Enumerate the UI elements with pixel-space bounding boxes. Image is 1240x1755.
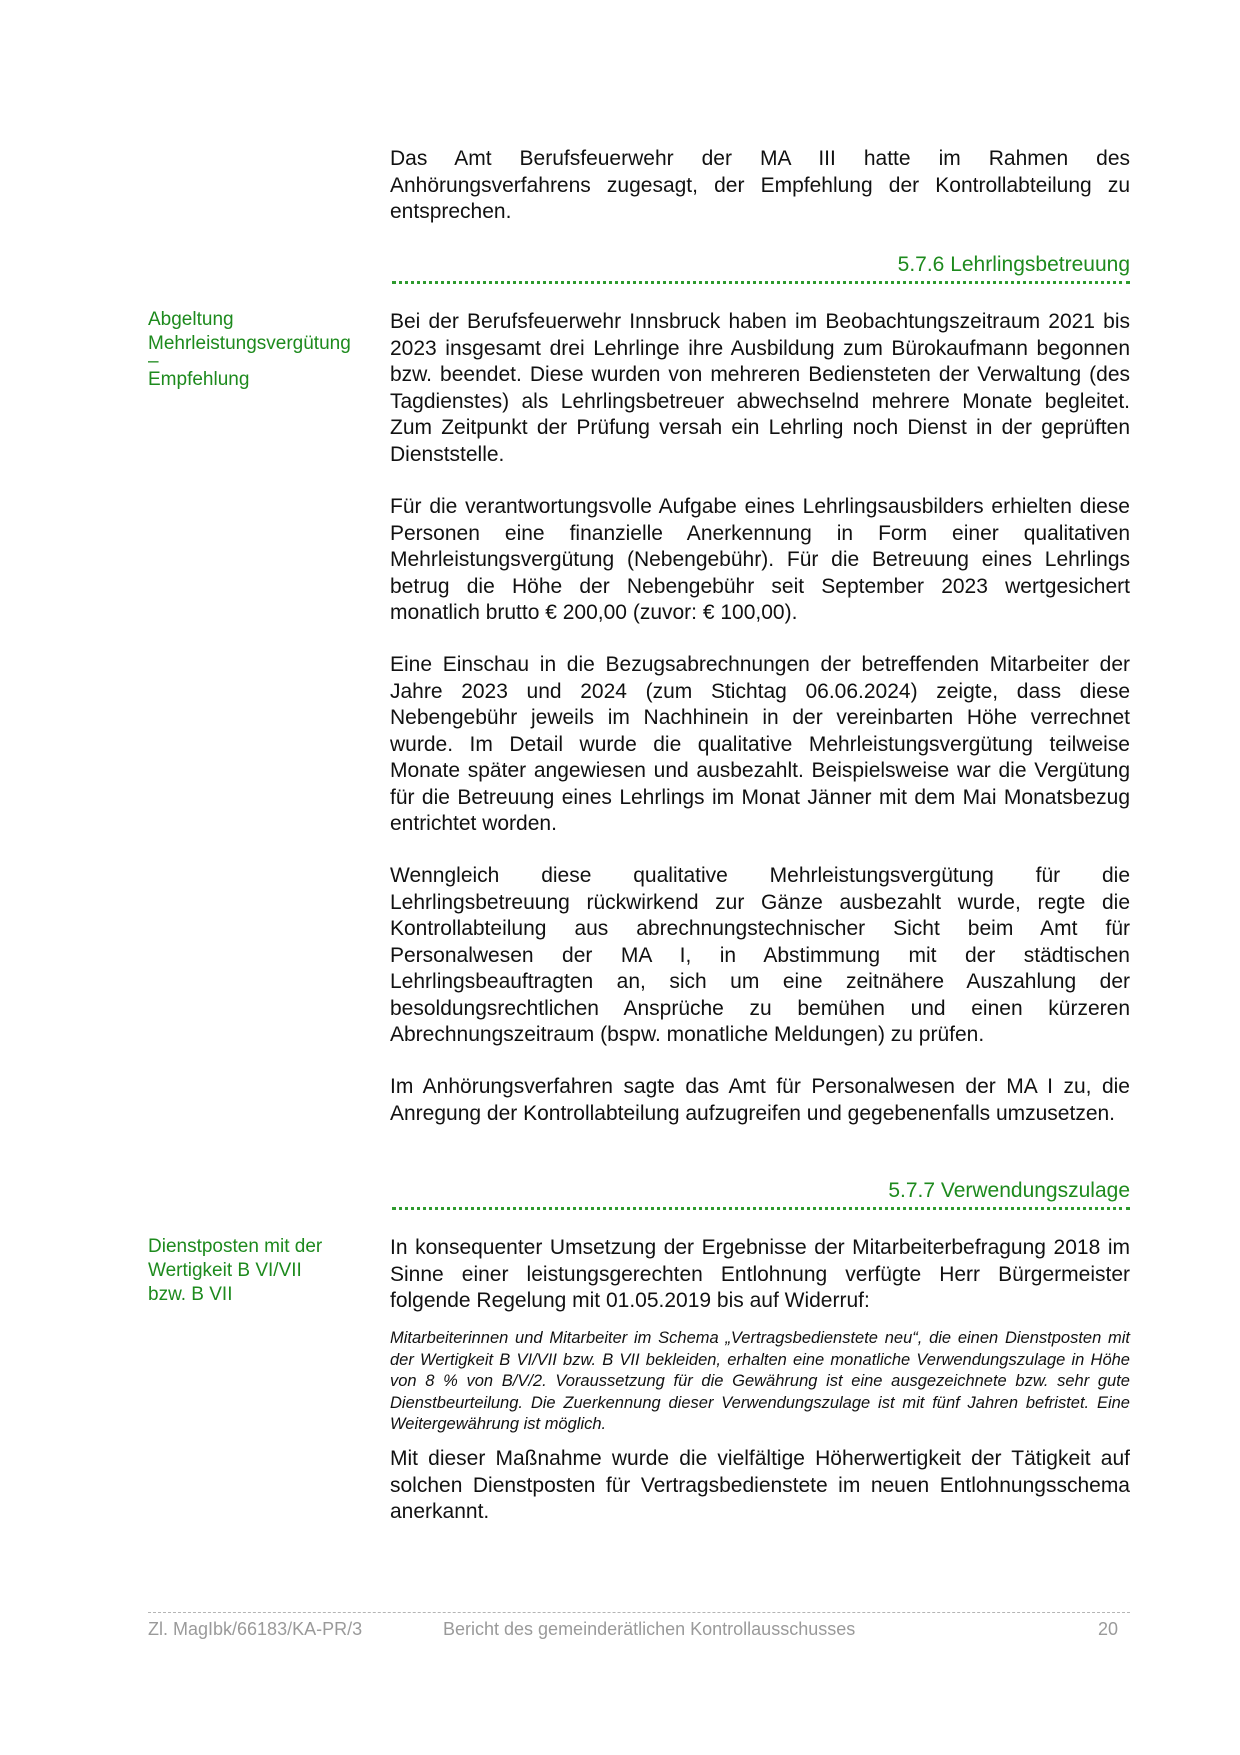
- margin-note-line: Wertigkeit B VI/VII: [148, 1260, 302, 1281]
- body-text: Für die verantwortungsvolle Aufgabe eines Lehrlingsausbilders erhielten diese Personen eine finanzielle Anerkennung in Form einer qualitativen Mehrleistungsvergütung (Nebengebühr). Für die Betreuung eines Lehrlings betrug die Höhe der Nebengebühr seit September 2023 wertgesichert monatlich brutto € 200,00 (zuvor: € 100,00).: [390, 495, 1130, 624]
- body-text: Eine Einschau in die Bezugsabrechnungen der betreffenden Mitarbeiter der Jahre 2023 und 2024 (zum Stichtag 06.06.2024) zeigte, dass diese Nebengebühr jeweils im Nachhinein in der vereinbarten Höhe verrechnet wurde. Im Detail wurde die qualitative Mehrleistungsvergütung teilweise Monate später angewiesen und ausbezahlt. Beispielsweise war die Vergütung für die Betreuung eines Lehrlings im Monat Jänner mit dem Mai Monatsbezug entrichtet worden.: [390, 653, 1130, 835]
- quote-text: Mitarbeiterinnen und Mitarbeiter im Schema „Vertragsbedienstete neu“, die einen Dienstposten mit der Wertigkeit B VI/VII bzw. B VII bekleiden, erhalten eine monatliche Verwendungszulage in Höhe von 8 % von B/V/2. Voraussetzung für die Gewährung ist eine ausgezeichnete bzw. sehr gute Dienstbeurteilung. Die Zuerkennung dieser Verwendungszulage ist mit fünf Jahren befristet. Eine Weitergewährung ist möglich.: [390, 1329, 1130, 1433]
- margin-note-5-7-6: [148, 308, 378, 392]
- section-divider: [392, 281, 1130, 284]
- margin-note-line: bzw. B VII: [148, 1284, 233, 1305]
- paragraph-anregung: [390, 863, 1130, 1049]
- paragraph-anhoerung: [390, 1074, 1130, 1127]
- intro-paragraph: [390, 146, 1130, 226]
- page-number: 20: [1097, 1619, 1118, 1639]
- section-heading-5-7-7: 5.7.7 Verwendungszulage: [888, 1179, 1130, 1202]
- margin-note-line: –: [148, 351, 159, 372]
- paragraph-anerkennung: [390, 494, 1130, 627]
- body-text: Wenngleich diese qualitative Mehrleistungsvergütung für die Lehrlingsbetreuung rückwirkend zur Gänze ausbezahlt wurde, regte die Kontrollabteilung aus abrechnungstechnischer Sicht beim Amt für Personalwesen der MA I, in Abstimmung mit der städtischen Lehrlingsbeauftragten an, sich um eine zeitnähere Auszahlung der besoldungsrechtlichen Ansprüche zu bemühen und einen kürzeren Abrechnungszeitraum (bspw. monatliche Meldungen) zu prüfen.: [390, 864, 1130, 1046]
- paragraph-massnahme: [390, 1446, 1130, 1526]
- margin-note-line: Mehrleistungsvergütung: [148, 333, 351, 354]
- margin-note-5-7-7: [148, 1235, 378, 1307]
- body-text: In konsequenter Umsetzung der Ergebnisse der Mitarbeiterbefragung 2018 im Sinne einer leistungsgerechten Entlohnung verfügte Herr Bürgermeister folgende Regelung mit 01.05.2019 bis auf Widerruf:: [390, 1236, 1130, 1312]
- body-text: Im Anhörungsverfahren sagte das Amt für Personalwesen der MA I zu, die Anregung der Kontrollabteilung aufzugreifen und gegebenenfalls umzusetzen.: [390, 1075, 1130, 1125]
- intro-text: Das Amt Berufsfeuerwehr der MA III hatte im Rahmen des Anhörungsverfahrens zugesagt, der Empfehlung der Kontrollabteilung zu entsprechen.: [390, 147, 1130, 223]
- paragraph-einschau: [390, 652, 1130, 838]
- section-heading-5-7-6: 5.7.6 Lehrlingsbetreuung: [897, 253, 1130, 276]
- footer-reference: Zl. MagIbk/66183/KA-PR/3: [148, 1619, 363, 1639]
- margin-note-line: Abgeltung: [148, 309, 234, 330]
- margin-note-line: Dienstposten mit der: [148, 1236, 323, 1257]
- quoted-regulation: [390, 1328, 1130, 1436]
- margin-note-line: Empfehlung: [148, 369, 250, 390]
- paragraph-regelung: [390, 1235, 1130, 1315]
- footer-title: Bericht des gemeinderätlichen Kontrollausschusses: [443, 1619, 856, 1639]
- paragraph-lehrlinge: [390, 309, 1130, 468]
- section-divider: [392, 1207, 1130, 1210]
- body-text: Bei der Berufsfeuerwehr Innsbruck haben im Beobachtungszeitraum 2021 bis 2023 insgesamt drei Lehrlinge ihre Ausbildung zum Bürokaufmann begonnen bzw. beendet. Diese wurden von mehreren Bediensteten der Verwaltung (des Tagdienstes) als Lehrlingsbetreuer abwechselnd mehrere Monate begleitet. Zum Zeitpunkt der Prüfung versah ein Lehrling noch Dienst in der geprüften Dienststelle.: [390, 310, 1130, 466]
- footer-divider: [148, 1612, 1130, 1613]
- body-text: Mit dieser Maßnahme wurde die vielfältige Höherwertigkeit der Tätigkeit auf solchen Dienstposten für Vertragsbedienstete im neuen Entlohnungsschema anerkannt.: [390, 1447, 1130, 1523]
